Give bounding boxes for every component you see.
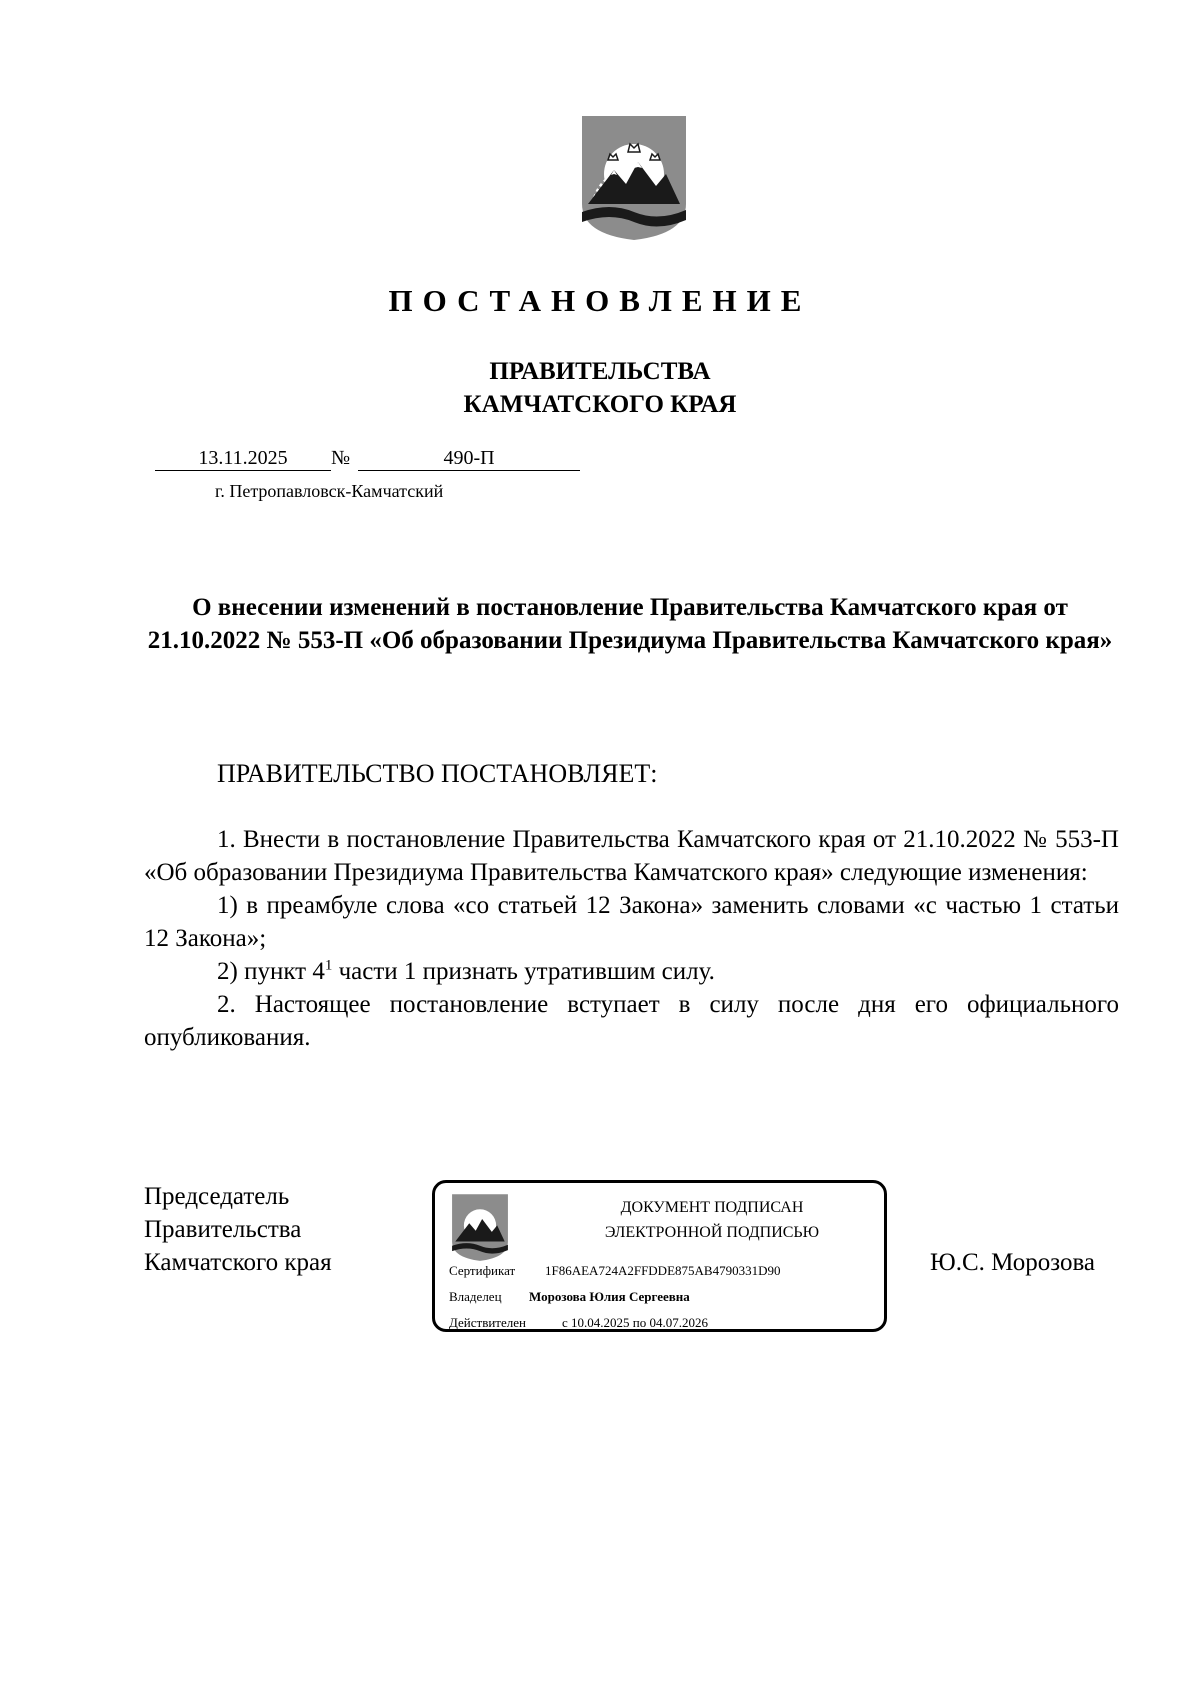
owner-label: Владелец xyxy=(449,1289,502,1304)
document-number: 490-П xyxy=(358,446,580,471)
document-body xyxy=(144,823,1119,1054)
validity-value: с 10.04.2025 по 04.07.2026 xyxy=(562,1315,708,1330)
paragraph-1-2-end: части 1 признать утратившим силу. xyxy=(332,958,715,985)
certificate-value: 1F86AEA724A2FFDDE875AB4790331D90 xyxy=(545,1263,781,1278)
number-sign: № xyxy=(331,447,351,469)
stamp-certificate-row xyxy=(449,1263,780,1279)
paragraph-1-2-start: 2) пункт 4 xyxy=(217,958,325,985)
signer-position-line-3: Камчатского края xyxy=(144,1249,332,1276)
stamp-emblem-icon xyxy=(451,1191,509,1263)
electronic-signature-stamp xyxy=(432,1180,887,1332)
signer-position xyxy=(144,1180,332,1279)
document-subject: О внесении изменений в постановление Правительства Камчатского края от 21.10.2022 № 553-П «Об образовании Президиума Правительства Камчатского края» xyxy=(147,594,1113,654)
superscript-index: 1 xyxy=(324,957,333,974)
decree-intro: ПРАВИТЕЛЬСТВО ПОСТАНОВЛЯЕТ: xyxy=(217,759,658,788)
stamp-header xyxy=(547,1195,877,1245)
signer-position-line-2: Правительства xyxy=(144,1216,302,1243)
stamp-header-line-2: ЭЛЕКТРОННОЙ ПОДПИСЬЮ xyxy=(604,1224,820,1241)
paragraph-1: 1. Внести в постановление Правительства Камчатского края от 21.10.2022 № 553-П «Об образовании Президиума Правительства Камчатского края» следующие изменения: xyxy=(144,826,1119,886)
issuer-line-1: ПРАВИТЕЛЬСТВА xyxy=(489,358,711,385)
kamchatka-coat-of-arms-icon xyxy=(580,112,688,242)
paragraph-1-1: 1) в преамбуле слова «со статьей 12 Закона» заменить словами «с частью 1 статьи 12 Закона»; xyxy=(144,892,1119,952)
issuer-title xyxy=(0,355,1200,421)
paragraph-2: 2. Настоящее постановление вступает в силу после дня его официального опубликования. xyxy=(144,991,1119,1051)
document-place: г. Петропавловск-Камчатский xyxy=(215,481,444,501)
paragraph-1-2 xyxy=(144,955,1119,988)
owner-value: Морозова Юлия Сергеевна xyxy=(529,1289,690,1304)
stamp-owner-row xyxy=(449,1289,690,1305)
document-date: 13.11.2025 xyxy=(155,446,331,471)
document-type-title: ПОСТАНОВЛЕНИЕ xyxy=(388,283,812,318)
signer-name: Ю.С. Морозова xyxy=(930,1249,1096,1276)
signer-position-line-1: Председатель xyxy=(144,1183,290,1210)
certificate-label: Сертификат xyxy=(449,1263,516,1278)
validity-label: Действителен xyxy=(449,1315,526,1330)
issuer-line-2: КАМЧАТСКОГО КРАЯ xyxy=(463,391,737,418)
stamp-validity-row xyxy=(449,1315,708,1331)
stamp-header-line-1: ДОКУМЕНТ ПОДПИСАН xyxy=(620,1199,804,1216)
